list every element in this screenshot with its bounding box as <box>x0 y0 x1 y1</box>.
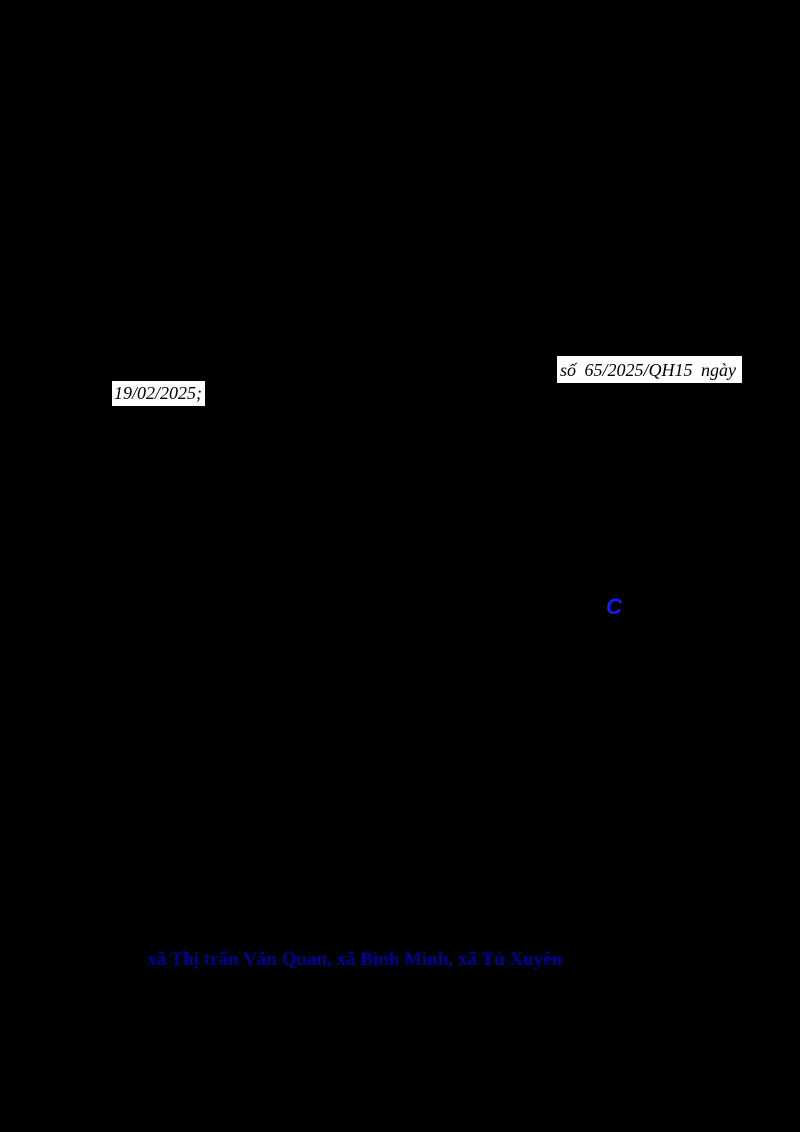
legal-reference-line-1: số 65/2025/QH15 ngày <box>557 356 742 383</box>
legal-reference-line-2: 19/02/2025; <box>112 381 205 406</box>
blue-commune-list: xã Thị trấn Vân Quan, xã Bình Minh, xã Tú Xuyên <box>147 949 562 970</box>
blue-letter-mark: C <box>606 594 622 619</box>
